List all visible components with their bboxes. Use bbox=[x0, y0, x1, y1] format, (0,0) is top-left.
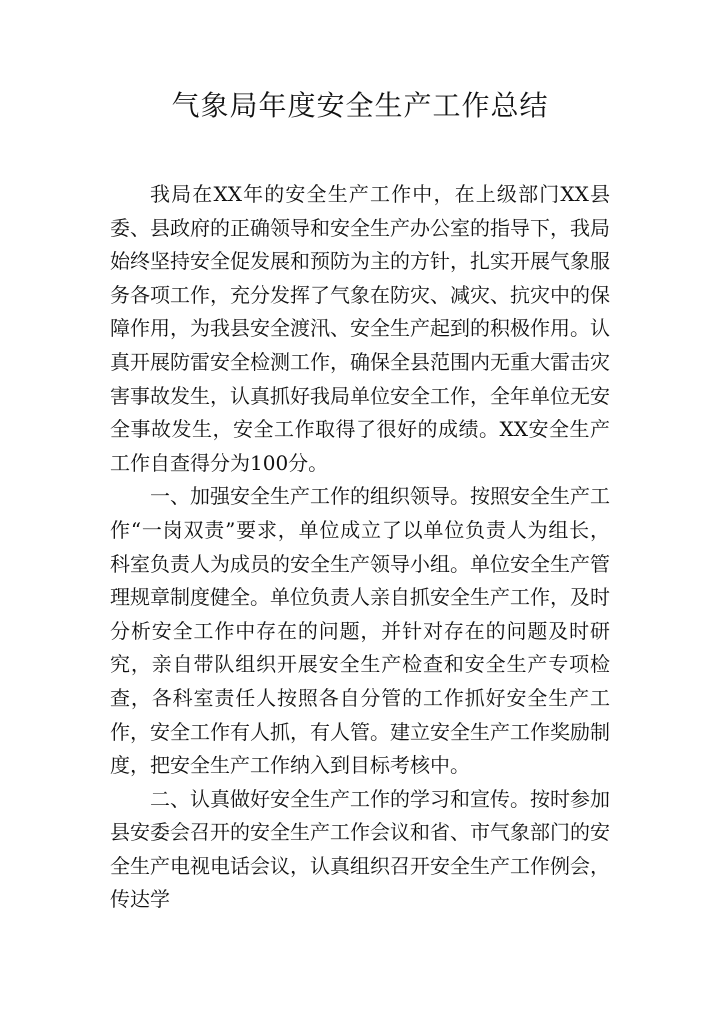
document-body bbox=[110, 178, 610, 917]
document-title: 气象局年度安全生产工作总结 bbox=[171, 89, 549, 122]
paragraph-intro: 我局在XX年的安全生产工作中，在上级部门XX县委、县政府的正确领导和安全生产办公室的指导下，我局始终坚持安全促发展和预防为主的方针，扎实开展气象服务各项工作，充分发挥了气象在防灾、减灾、抗灾中的保障作用，为我县安全渡汛、安全生产起到的积极作用。认真开展防雷安全检测工作，确保全县范围内无重大雷击灾害事故发生，认真抓好我局单位安全工作，全年单位无安全事故发生，安全工作取得了很好的成绩。XX安全生产工作自查得分为100分。 bbox=[110, 182, 610, 475]
paragraph-training: 二、认真做好安全生产工作的学习和宣传。按时参加县安委会召开的安全生产工作会议和省、市气象部门的安全生产电视电话会议，认真组织召开安全生产工作例会，传达学 bbox=[110, 786, 610, 912]
paragraph-organization: 一、加强安全生产工作的组织领导。按照安全生产工作“一岗双责”要求，单位成立了以单位负责人为组长，科室负责人为成员的安全生产领导小组。单位安全生产管理规章制度健全。单位负责人亲自抓安全生产工作，及时分析安全工作中存在的问题，并针对存在的问题及时研究，亲自带队组织开展安全生产检查和安全生产专项检查，各科室责任人按照各自分管的工作抓好安全生产工作，安全工作有人抓，有人管。建立安全生产工作奖励制度，把安全生产工作纳入到目标考核中。 bbox=[110, 484, 610, 778]
